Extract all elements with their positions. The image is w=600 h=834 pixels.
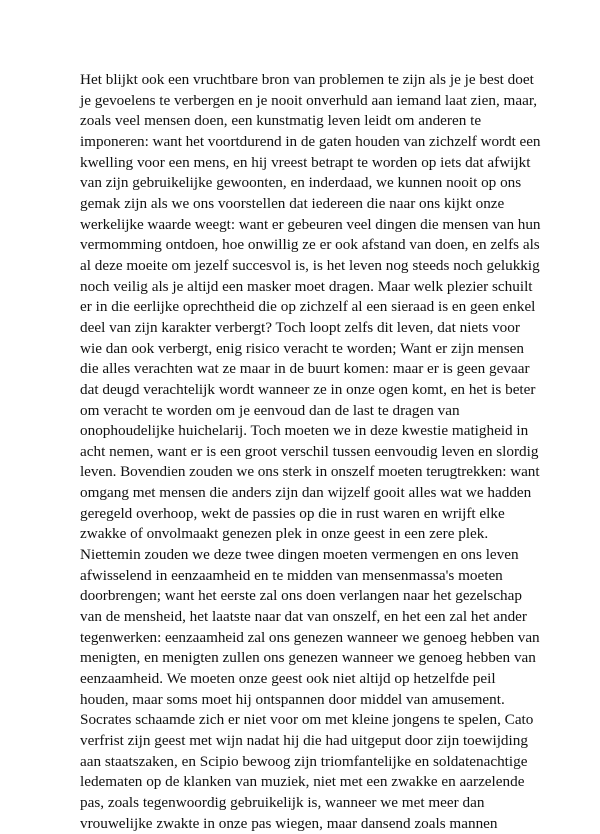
text-line-36: pas, zoals tegenwoordig gebruikelijk is, wanneer we met meer dan — [80, 793, 485, 811]
text-line-28: tegenwerken: eenzaamheid zal ons genezen wanneer we genoeg hebben van — [80, 628, 540, 646]
text-line-32: Socrates schaamde zich er niet voor om met kleine jongens te spelen, Cato — [80, 711, 534, 729]
text-line-4: imponeren: want het voortdurend in de gaten houden van zichzelf wordt een — [80, 132, 541, 150]
text-line-35: ledematen op de klanken van muziek, niet met een zwakke en aarzelende — [80, 773, 525, 791]
text-line-16: dat deugd verachtelijk wordt wanneer ze in onze ogen komt, en het is beter — [80, 380, 536, 398]
text-line-23: zwakke of onvolmaakt genezen plek in onze geest in een zere plek. — [80, 525, 489, 543]
text-line-24: Niettemin zouden we deze twee dingen moeten vermengen en ons leven — [80, 546, 519, 564]
text-line-19: acht nemen, want er is een groot verschil tussen eenvoudig leven en slordig — [80, 442, 539, 460]
text-line-12: er in die eerlijke oprechtheid die op zichzelf al een sieraad is en geen enkel — [80, 298, 536, 316]
text-line-5: kwelling voor een mens, en hij vreest betrapt te worden op iets dat afwijkt — [80, 153, 531, 171]
text-line-33: verfrist zijn geest met wijn nadat hij die had uitgeput door zijn toewijding — [80, 732, 528, 749]
body-text — [80, 70, 540, 834]
text-line-6: van zijn gebruikelijke gewoonten, en inderdaad, we kunnen nooit op ons — [80, 174, 522, 192]
text-line-10: al deze moeite om jezelf succesvol is, is het leven nog steeds noch gelukkig — [80, 256, 540, 274]
text-line-11: noch veilig als je altijd een masker moet dragen. Maar welk plezier schuilt — [80, 277, 533, 295]
text-line-27: van de mensheid, het laatste naar dat van onszelf, en het een zal het ander — [80, 608, 527, 626]
text-line-21: omgang met mensen die anders zijn dan wijzelf gooit alles wat we hadden — [80, 484, 532, 502]
text-line-8: werkelijke waarde weegt: want er gebeuren veel dingen die mensen van hun — [80, 215, 541, 233]
text-line-14: wie dan ook verbergt, enig risico veracht te worden; Want er zijn mensen — [80, 339, 524, 357]
text-line-15: die alles verachten wat ze maar in de buurt komen: maar er is geen gevaar — [80, 360, 530, 378]
text-line-7: gemak zijn als we ons voorstellen dat iedereen die naar ons kijkt onze — [80, 194, 505, 212]
text-line-26: doorbrengen; want het eerste zal ons doen verlangen naar het gezelschap — [80, 587, 522, 605]
text-line-2: je gevoelens te verbergen en je nooit onverhuld aan iemand laat zien, maar, — [80, 91, 538, 109]
text-line-13: deel van zijn karakter verbergt? Toch loopt zelfs dit leven, dat niets voor — [80, 318, 520, 336]
text-line-9: vermomming ontdoen, hoe onwillig ze er ook afstand van doen, en zelfs als — [80, 236, 540, 254]
text-line-17: om veracht te worden om je eenvoud dan de last te dragen van — [80, 401, 460, 419]
text-line-22: geregeld overhoop, wekt de passies op die in rust waren en wrijft elke — [80, 504, 505, 522]
text-line-18: onophoudelijke huichelarij. Toch moeten we in deze kwestie matigheid in — [80, 422, 529, 440]
text-line-34: aan staatszaken, en Scipio bewoog zijn triomfantelijke en soldatenachtige — [80, 752, 528, 770]
text-line-1: Het blijkt ook een vruchtbare bron van problemen te zijn als je je best doet — [80, 71, 534, 88]
text-line-3: zoals veel mensen doen, een kunstmatig leven leidt om anderen te — [80, 112, 482, 130]
text-line-37: vrouwelijke zwakte in onze pas wiegen, maar dansend zoals mannen — [80, 814, 498, 832]
text-line-20: leven. Bovendien zouden we ons sterk in onszelf moeten terugtrekken: want — [80, 463, 540, 481]
text-line-31: houden, maar soms moet hij ontspannen door middel van amusement. — [80, 690, 505, 708]
text-line-25: afwisselend in eenzaamheid en te midden van mensenmassa's moeten — [80, 566, 503, 584]
text-line-30: eenzaamheid. We moeten onze geest ook niet altijd op hetzelfde peil — [80, 670, 496, 688]
text-line-29: menigten, en menigten zullen ons genezen wanneer we genoeg hebben van — [80, 649, 536, 667]
